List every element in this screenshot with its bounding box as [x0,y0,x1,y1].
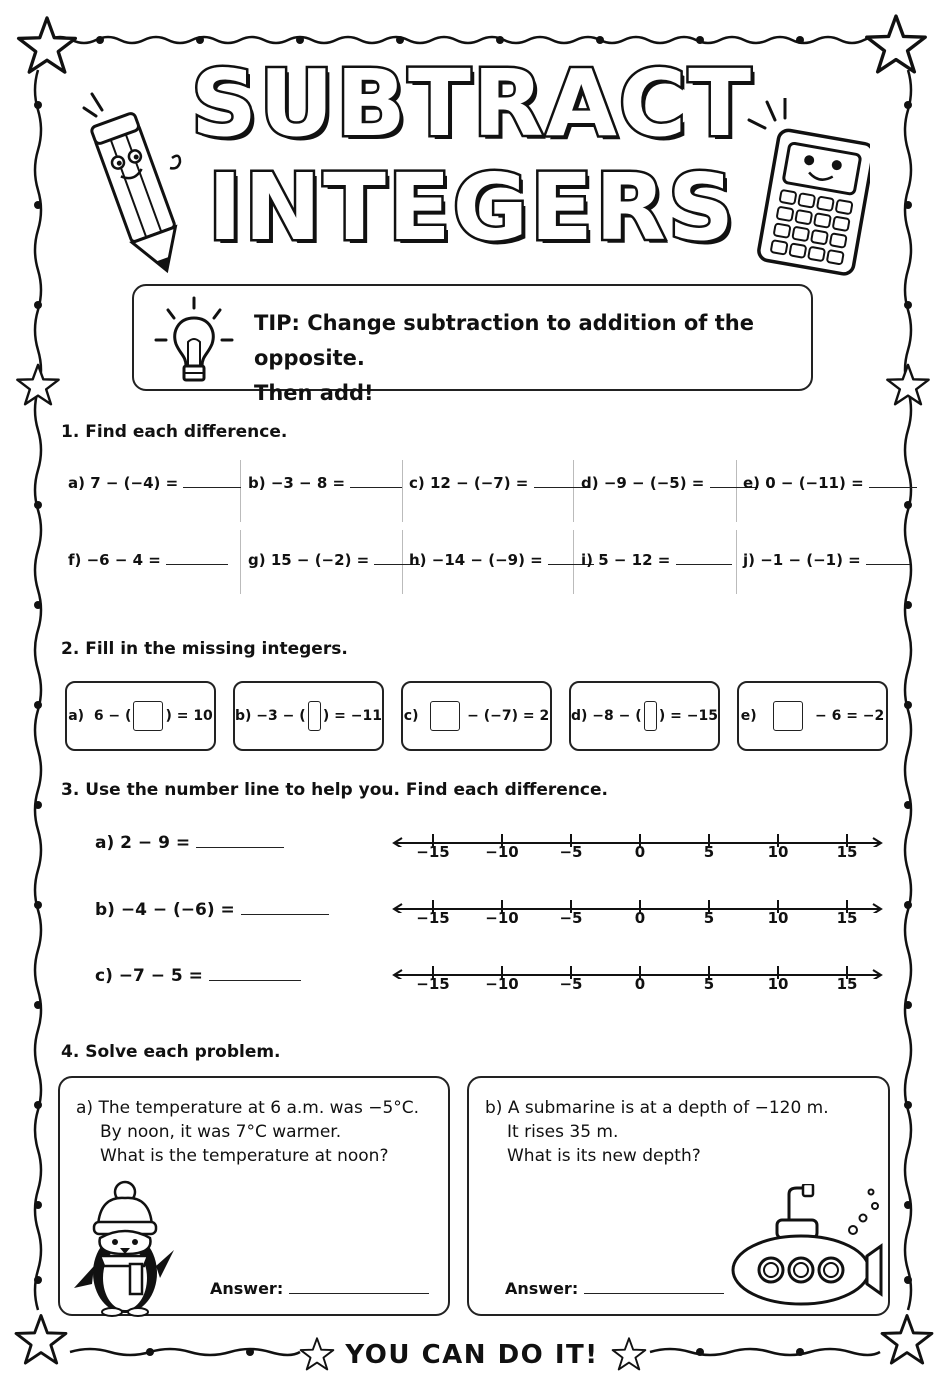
number-line-tick-label: −15 [416,975,450,993]
number-line-tick-label: −10 [485,975,519,993]
calculator-mascot-icon [745,98,870,278]
tip-box [132,284,813,405]
section-3-heading: 3. Use the number line to help you. Find each difference. [61,780,608,800]
problem-1i: i) 5 − 12 = [581,551,732,569]
number-line-tick-label: 0 [634,843,646,861]
number-line-tick-label: −10 [485,909,519,927]
answer-blank[interactable] [676,551,732,565]
number-line-tick-label: −5 [559,843,583,861]
missing-integer-box-d: d) −8 − ( ) = −15 [569,681,720,751]
section-1-heading: 1. Find each difference. [61,422,288,442]
problem-1c: c) 12 − (−7) = [409,474,588,492]
title-line-2: INTEGERS [207,154,737,261]
answer-blank[interactable] [534,474,588,488]
number-line-tick-label: 15 [836,909,858,927]
tip-line-1: TIP: Change subtraction to addition of the opposite. [254,311,754,370]
missing-integer-box-e: e) − 6 = −2 [737,681,888,751]
problem-1e: e) 0 − (−11) = [743,474,917,492]
submarine-icon [731,1184,887,1312]
problem-1g: g) 15 − (−2) = [248,551,420,569]
missing-integer-input[interactable] [133,701,163,731]
missing-integer-box-c: c) − (−7) = 2 [401,681,552,751]
missing-integer-input[interactable] [430,701,460,731]
word-problem-box-a [58,1076,450,1316]
problem-1a: a) 7 − (−4) = [68,474,241,492]
problem-4b-line-1: b) A submarine is at a depth of −120 m. [485,1098,829,1118]
number-line-tick-label: −10 [485,843,519,861]
tip-line-2: Then add! [254,381,374,405]
missing-integer-box-a: a) 6 − ( ) = 10 [65,681,216,751]
number-line-tick-label: 15 [836,975,858,993]
answer-blank[interactable] [866,551,910,565]
missing-integer-box-b: b) −3 − ( ) = −11 [233,681,384,751]
number-line-axis [390,833,885,847]
problem-3b: b) −4 − (−6) = [95,900,329,920]
number-line-tick-label: 15 [836,843,858,861]
number-line-tick-label: 5 [703,975,715,993]
missing-integer-input[interactable] [773,701,803,731]
number-line-tick-label: 0 [634,909,646,927]
number-line [390,899,885,949]
problem-4b-line-3: What is its new depth? [507,1146,701,1166]
problem-4a-line-1: a) The temperature at 6 a.m. was −5°C. [76,1098,420,1118]
problem-4a-line-2: By noon, it was 7°C warmer. [100,1122,342,1142]
footer-encouragement: YOU CAN DO IT! [345,1340,599,1370]
number-line-tick-label: 0 [634,975,646,993]
pencil-mascot-icon [80,88,190,278]
number-line-tick-label: 5 [703,909,715,927]
lightbulb-icon [154,296,234,386]
number-line-tick-label: −5 [559,975,583,993]
number-line-axis [390,899,885,913]
answer-blank[interactable] [584,1280,724,1294]
penguin-icon [70,1178,180,1318]
number-line-tick-label: −15 [416,843,450,861]
problem-1h: h) −14 − (−9) = [409,551,594,569]
problem-3c: c) −7 − 5 = [95,966,301,986]
divider [736,530,737,594]
answer-blank[interactable] [350,474,402,488]
answer-blank[interactable] [289,1280,429,1294]
number-line [390,833,885,883]
answer-blank[interactable] [209,967,301,981]
answer-blank[interactable] [869,474,917,488]
problem-3a: a) 2 − 9 = [95,833,284,853]
number-line-tick-label: 10 [767,909,789,927]
number-line-tick-label: 10 [767,843,789,861]
answer-blank[interactable] [183,474,241,488]
number-line-tick-label: 10 [767,975,789,993]
number-line-axis [390,965,885,979]
problem-1b: b) −3 − 8 = [248,474,402,492]
answer-blank[interactable] [241,901,329,915]
number-line-tick-label: −5 [559,909,583,927]
word-problem-box-b [467,1076,890,1316]
problem-4b-answer: Answer: [505,1279,724,1298]
divider [240,530,241,594]
number-line [390,965,885,1015]
problem-1j: j) −1 − (−1) = [743,551,910,569]
answer-blank[interactable] [166,551,228,565]
number-line-tick-label: 5 [703,843,715,861]
problem-4a-answer: Answer: [210,1279,429,1298]
section-4-heading: 4. Solve each problem. [61,1042,281,1062]
number-line-tick-label: −15 [416,909,450,927]
problem-1f: f) −6 − 4 = [68,551,228,569]
missing-integer-input[interactable] [308,701,321,731]
missing-integer-input[interactable] [644,701,657,731]
problem-1d: d) −9 − (−5) = [581,474,758,492]
section-2-heading: 2. Fill in the missing integers. [61,639,348,659]
title-line-1: SUBTRACT [190,50,754,157]
problem-4a-line-3: What is the temperature at noon? [100,1146,389,1166]
problem-4b-line-2: It rises 35 m. [507,1122,619,1142]
answer-blank[interactable] [196,834,284,848]
